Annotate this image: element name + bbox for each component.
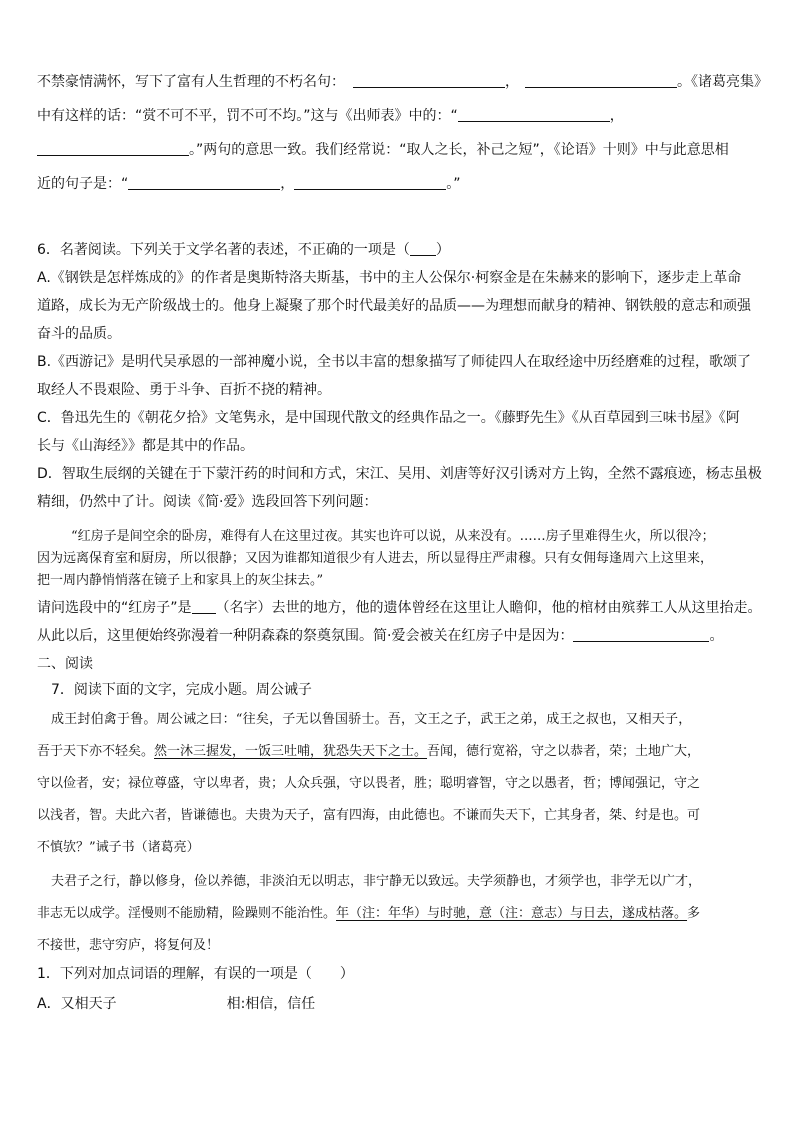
- option-d-line: D．智取生辰纲的关键在于下蒙汗药的时间和方式，宋江、吴用、刘唐等好汉引诱对方上钩，全然不露痕迹，杨志虽极: [37, 466, 762, 482]
- text: 1．下列对加点词语的理解，有误的一项是（: [37, 966, 312, 982]
- text-line: [37, 140, 772, 174]
- text: （名字）去世的地方，他的遗体曾经在这里让人瞻仰，他的棺材由殡葬工人从这里抬走。: [215, 600, 762, 616]
- fill-blank[interactable]: [525, 73, 677, 88]
- text: ，: [280, 176, 295, 192]
- text: 。”: [446, 176, 461, 192]
- option-b-line: 取经人不畏艰险、勇于斗争、百折不挠的精神。: [37, 382, 331, 398]
- classical-text-line: 不慎欤？”诫子书（诸葛亮）: [37, 840, 200, 855]
- option-label: A．又相天子: [37, 996, 117, 1012]
- text-line: [37, 72, 772, 106]
- option-a-line: 奋斗的品质。: [37, 326, 121, 342]
- text: 吾于天下亦不轻矣。: [37, 744, 155, 759]
- fill-blank[interactable]: [573, 627, 709, 642]
- option-c-line: C．鲁迅先生的《朝花夕拾》文笔隽永，是中国现代散文的经典作品之一。《藤野先生》《从百草园到三味书屋》《阿: [37, 410, 740, 426]
- text: 从此以后，这里便始终弥漫着一种阴森森的祭奠氛围。简·爱会被关在红房子中是因为：: [37, 628, 574, 644]
- text: 。: [709, 628, 724, 644]
- question-6-stem: [37, 240, 772, 268]
- text: ，: [609, 108, 624, 124]
- option-d-line: 精细，仍然中了计。阅读《简·爱》选段回答下列问题：: [37, 494, 378, 510]
- excerpt-line: 把一周内静悄悄落在镜子上和家具上的灰尘抹去。”: [37, 573, 324, 588]
- excerpt-line: 因为远离保育室和厨房，所以很静；又因为谁都知道很少有人进去，所以显得庄严肃穆。只有女佣每逢周六上这里来，: [37, 551, 714, 566]
- classical-text-line: [37, 902, 772, 934]
- classical-text-line: 不接世，悲守穷庐，将复何及！: [37, 938, 220, 953]
- fill-blank[interactable]: [128, 175, 280, 190]
- option-a-line: 道路，成长为无产阶级战士的。他身上凝聚了那个时代最美好的品质——为理想而献身的精神、钢铁般的意志和顽强: [37, 298, 751, 314]
- classical-text-line: 以浅者，智。夫此六者，皆谦德也。夫贵为天子，富有四海，由此德也。不谦而失天下，亡其身者，桀、纣是也。可: [37, 808, 701, 823]
- question-7-stem: 7．阅读下面的文字，完成小题。周公诫子: [51, 682, 312, 698]
- sub-question-1: [37, 964, 772, 994]
- text: 。”两句的意思一致。我们经常说：“取人之长，补己之短”，《论语》十则》中与此意思相: [189, 142, 729, 158]
- option-c-line: 长与《山海经》》都是其中的作品。: [37, 438, 254, 454]
- option-b-line: B.《西游记》是明代吴承恩的一部神魔小说，全书以丰富的想象描写了师徒四人在取经途中历经磨难的过程，歌颂了: [37, 354, 752, 370]
- underlined-text: 年（注：年华）与时驰，意（注：意志）与日去，遂成枯落。: [336, 906, 688, 921]
- fill-blank[interactable]: [458, 107, 610, 122]
- section-heading: 二、阅读: [37, 656, 93, 672]
- fill-blank[interactable]: [294, 175, 446, 190]
- answer-blank[interactable]: [410, 241, 436, 256]
- question-text: [37, 626, 772, 654]
- text-line: [37, 106, 772, 140]
- question-text: [37, 598, 772, 626]
- text: 近的句子是：“: [37, 176, 129, 192]
- option-a-row: [37, 994, 772, 1018]
- fill-blank[interactable]: [192, 599, 216, 614]
- option-a-line: A.《钢铁是怎样炼成的》的作者是奥斯特洛夫斯基，书中的主人公保尔·柯察金是在朱赫来的影响下，逐步走上革命: [37, 270, 742, 286]
- text-line: [37, 174, 772, 208]
- text: 请问选段中的“红房子”是: [37, 600, 192, 616]
- text: 非志无以成学。淫慢则不能励精，险躁则不能治性。: [37, 906, 337, 921]
- classical-text-line: [37, 740, 772, 772]
- text: 中有这样的话：“赏不可不平，罚不可不均。”这与《出师表》中的：“: [37, 108, 458, 124]
- text: 多: [687, 906, 701, 921]
- text: ，: [505, 74, 519, 90]
- classical-text-line: 夫君子之行，静以修身，俭以养德，非淡泊无以明志，非宁静无以致远。夫学须静也，才须学也，非学无以广才，: [51, 874, 702, 889]
- fill-blank[interactable]: [353, 73, 505, 88]
- text: 6．名著阅读。下列关于文学名著的表述，不正确的一项是（: [37, 242, 410, 258]
- fill-blank[interactable]: [37, 141, 189, 156]
- text: ）: [339, 966, 354, 982]
- option-explanation: 相:相信，信任: [226, 996, 316, 1012]
- classical-text-line: 成王封伯禽于鲁。周公诫之曰：“往矣，子无以鲁国骄士。吾，文王之子，武王之弟，成王之叔也，又相天子，: [51, 712, 692, 727]
- excerpt-line: “红房子是间空余的卧房，难得有人在这里过夜。其实也许可以说，从来没有。……房子里难得生火，所以很冷；: [71, 529, 715, 544]
- text: 不禁豪情满怀，写下了富有人生哲理的不朽名句：: [37, 74, 345, 90]
- document-page: [37, 72, 772, 1018]
- text: 吾闻，德行宽裕，守之以恭者，荣；土地广大，: [427, 744, 701, 759]
- text: 。《诸葛亮集》: [677, 74, 768, 90]
- text: ）: [435, 242, 450, 258]
- classical-text-line: 守以俭者，安；禄位尊盛，守以卑者，贵；人众兵强，守以畏者，胜；聪明睿智，守之以愚者，哲；博闻强记，守之: [37, 776, 701, 791]
- underlined-text: 然一沐三握发，一饭三吐哺，犹恐失天下之士。: [154, 744, 428, 759]
